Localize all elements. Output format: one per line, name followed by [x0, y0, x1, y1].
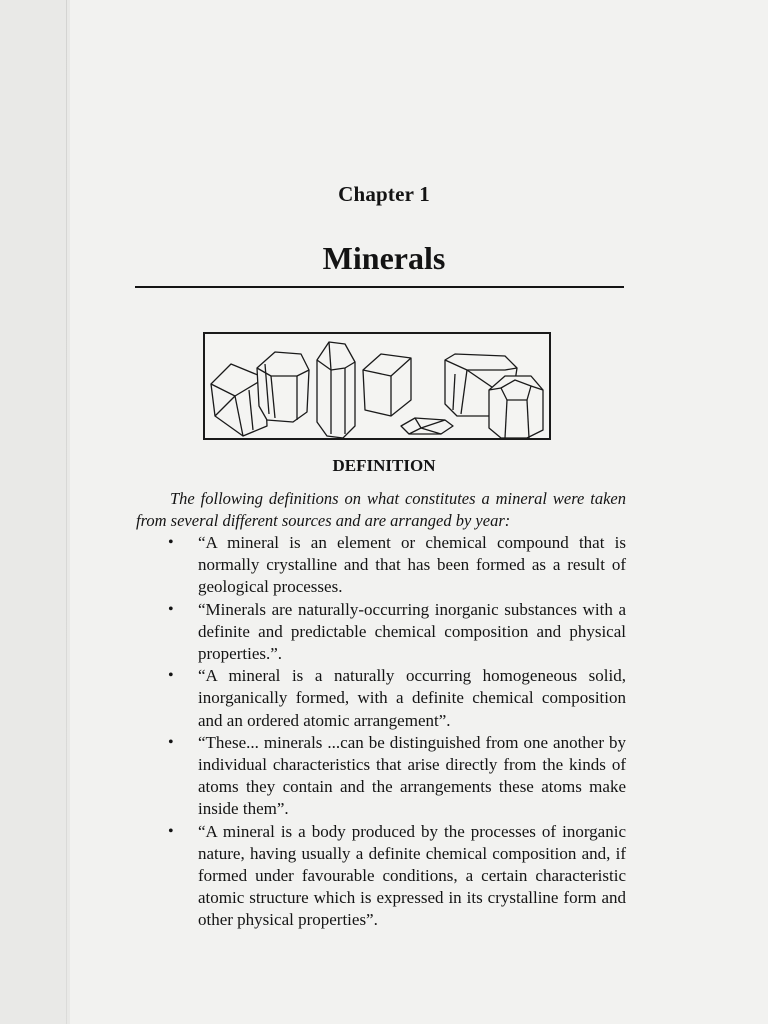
definition-text: “These... minerals ...can be distinguished from one another by individual characteristics that arise directly from the kinds of atoms they contain and the arrangements these atoms make inside them”.	[198, 732, 626, 819]
crystal-faceted	[489, 376, 543, 438]
title-rule	[135, 286, 624, 288]
bullet-icon: •	[168, 534, 174, 551]
page-edge-shadow	[66, 0, 67, 1024]
intro-paragraph: The following definitions on what constitutes a mineral were taken from several different sources and are arranged by year:	[136, 489, 626, 530]
definition-text: “A mineral is a naturally occurring homogeneous solid, inorganically formed, with a definite chemical composition and an ordered atomic arrangement”.	[198, 666, 626, 730]
list-item	[166, 532, 626, 599]
crystal-tall-prism	[317, 342, 355, 438]
list-item	[166, 821, 626, 932]
list-item	[166, 599, 626, 666]
definitions-list	[166, 532, 626, 932]
list-item	[166, 665, 626, 732]
definition-text: “A mineral is an element or chemical compound that is normally crystalline and that has been formed as a result of geological processes.	[198, 533, 626, 597]
crystals-drawing	[205, 334, 549, 438]
mineral-crystals-figure	[203, 332, 551, 440]
bullet-icon: •	[168, 667, 174, 685]
definition-text: “Minerals are naturally-occurring inorganic substances with a definite and predictable chemical composition and physical properties.”.	[198, 599, 626, 664]
crystal-hexagonal-prism	[257, 352, 309, 422]
bullet-icon: •	[168, 600, 174, 618]
section-heading: DEFINITION	[332, 456, 436, 475]
chapter-title: Minerals	[322, 240, 446, 276]
definition-text: “A mineral is a body produced by the processes of inorganic nature, having usually a definite chemical composition and, if formed under favourable conditions, a certain characteristic atomic structure which is expressed in its crystalline form and other physical properties”.	[198, 821, 626, 930]
list-item	[166, 732, 626, 821]
crystal-flat-small	[401, 418, 453, 434]
crystal-cube	[363, 354, 411, 416]
bullet-icon: •	[168, 733, 174, 751]
bullet-icon: •	[168, 822, 174, 840]
chapter-label: Chapter 1	[338, 182, 430, 206]
